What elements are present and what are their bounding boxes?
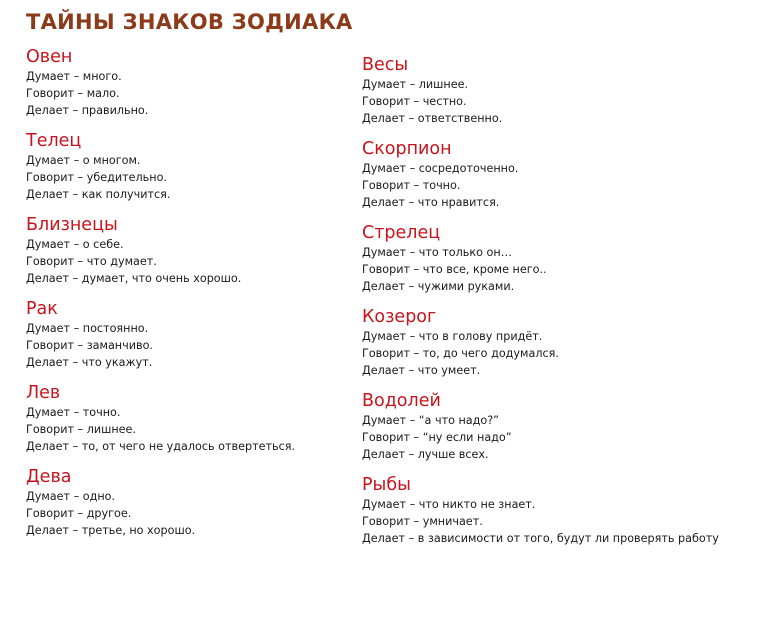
sign-name: Близнецы bbox=[26, 215, 118, 235]
sign-block-capricorn bbox=[362, 306, 752, 390]
says-line: Говорит – то, до чего додумался. bbox=[362, 347, 559, 360]
thinks-line: Думает – о многом. bbox=[26, 154, 141, 167]
does-line: Делает – думает, что очень хорошо. bbox=[26, 272, 242, 285]
sign-block-aquarius bbox=[362, 390, 752, 474]
thinks-line: Думает – что только он… bbox=[362, 246, 512, 259]
sign-name: Козерог bbox=[362, 307, 437, 327]
sign-name: Весы bbox=[362, 55, 409, 75]
sign-name: Стрелец bbox=[362, 223, 441, 243]
thinks-line: Думает – лишнее. bbox=[362, 78, 469, 91]
says-line: Говорит – “ну если надо” bbox=[362, 431, 512, 444]
says-line: Говорит – точно. bbox=[362, 179, 461, 192]
page-title: ТАЙНЫ ЗНАКОВ ЗОДИАКА bbox=[26, 10, 353, 34]
sign-block-libra bbox=[362, 54, 752, 138]
says-line: Говорит – мало. bbox=[26, 87, 120, 100]
sign-name: Лев bbox=[26, 383, 61, 403]
sign-name: Скорпион bbox=[362, 139, 452, 159]
does-line: Делает – то, от чего не удалось отвертеться. bbox=[26, 440, 296, 453]
thinks-line: Думает – сосредоточенно. bbox=[362, 162, 519, 175]
sign-block-aries bbox=[26, 46, 416, 130]
does-line: Делает – в зависимости от того, будут ли проверять работу bbox=[362, 532, 719, 545]
sign-name: Рыбы bbox=[362, 475, 411, 495]
sign-name: Водолей bbox=[362, 391, 441, 411]
does-line: Делает – правильно. bbox=[26, 104, 149, 117]
does-line: Делает – что умеет. bbox=[362, 364, 481, 377]
sign-name: Овен bbox=[26, 47, 73, 67]
thinks-line: Думает – постоянно. bbox=[26, 322, 149, 335]
says-line: Говорит – убедительно. bbox=[26, 171, 167, 184]
sign-block-sagittarius bbox=[362, 222, 752, 306]
does-line: Делает – что укажут. bbox=[26, 356, 153, 369]
thinks-line: Думает – одно. bbox=[26, 490, 116, 503]
sign-block-gemini bbox=[26, 214, 416, 298]
sign-name: Телец bbox=[26, 131, 82, 151]
thinks-line: Думает – о себе. bbox=[26, 238, 124, 251]
does-line: Делает – как получится. bbox=[26, 188, 171, 201]
says-line: Говорит – что думает. bbox=[26, 255, 157, 268]
sign-name: Рак bbox=[26, 299, 58, 319]
thinks-line: Думает – много. bbox=[26, 70, 122, 83]
does-line: Делает – лучше всех. bbox=[362, 448, 489, 461]
does-line: Делает – чужими руками. bbox=[362, 280, 515, 293]
sign-block-scorpio bbox=[362, 138, 752, 222]
thinks-line: Думает – точно. bbox=[26, 406, 121, 419]
says-line: Говорит – лишнее. bbox=[26, 423, 136, 436]
says-line: Говорит – что все, кроме него.. bbox=[362, 263, 547, 276]
sign-block-cancer bbox=[26, 298, 416, 382]
does-line: Делает – что нравится. bbox=[362, 196, 500, 209]
says-line: Говорит – умничает. bbox=[362, 515, 483, 528]
right-column bbox=[362, 54, 752, 558]
says-line: Говорит – заманчиво. bbox=[26, 339, 153, 352]
sign-name: Дева bbox=[26, 467, 72, 487]
thinks-line: Думает – что в голову придёт. bbox=[362, 330, 543, 343]
does-line: Делает – третье, но хорошо. bbox=[26, 524, 196, 537]
sign-block-pisces bbox=[362, 474, 752, 558]
sign-block-virgo bbox=[26, 466, 416, 550]
sign-block-leo bbox=[26, 382, 416, 466]
left-column bbox=[26, 46, 416, 550]
says-line: Говорит – другое. bbox=[26, 507, 132, 520]
sign-block-taurus bbox=[26, 130, 416, 214]
does-line: Делает – ответственно. bbox=[362, 112, 503, 125]
says-line: Говорит – честно. bbox=[362, 95, 467, 108]
thinks-line: Думает – “а что надо?” bbox=[362, 414, 499, 427]
thinks-line: Думает – что никто не знает. bbox=[362, 498, 536, 511]
